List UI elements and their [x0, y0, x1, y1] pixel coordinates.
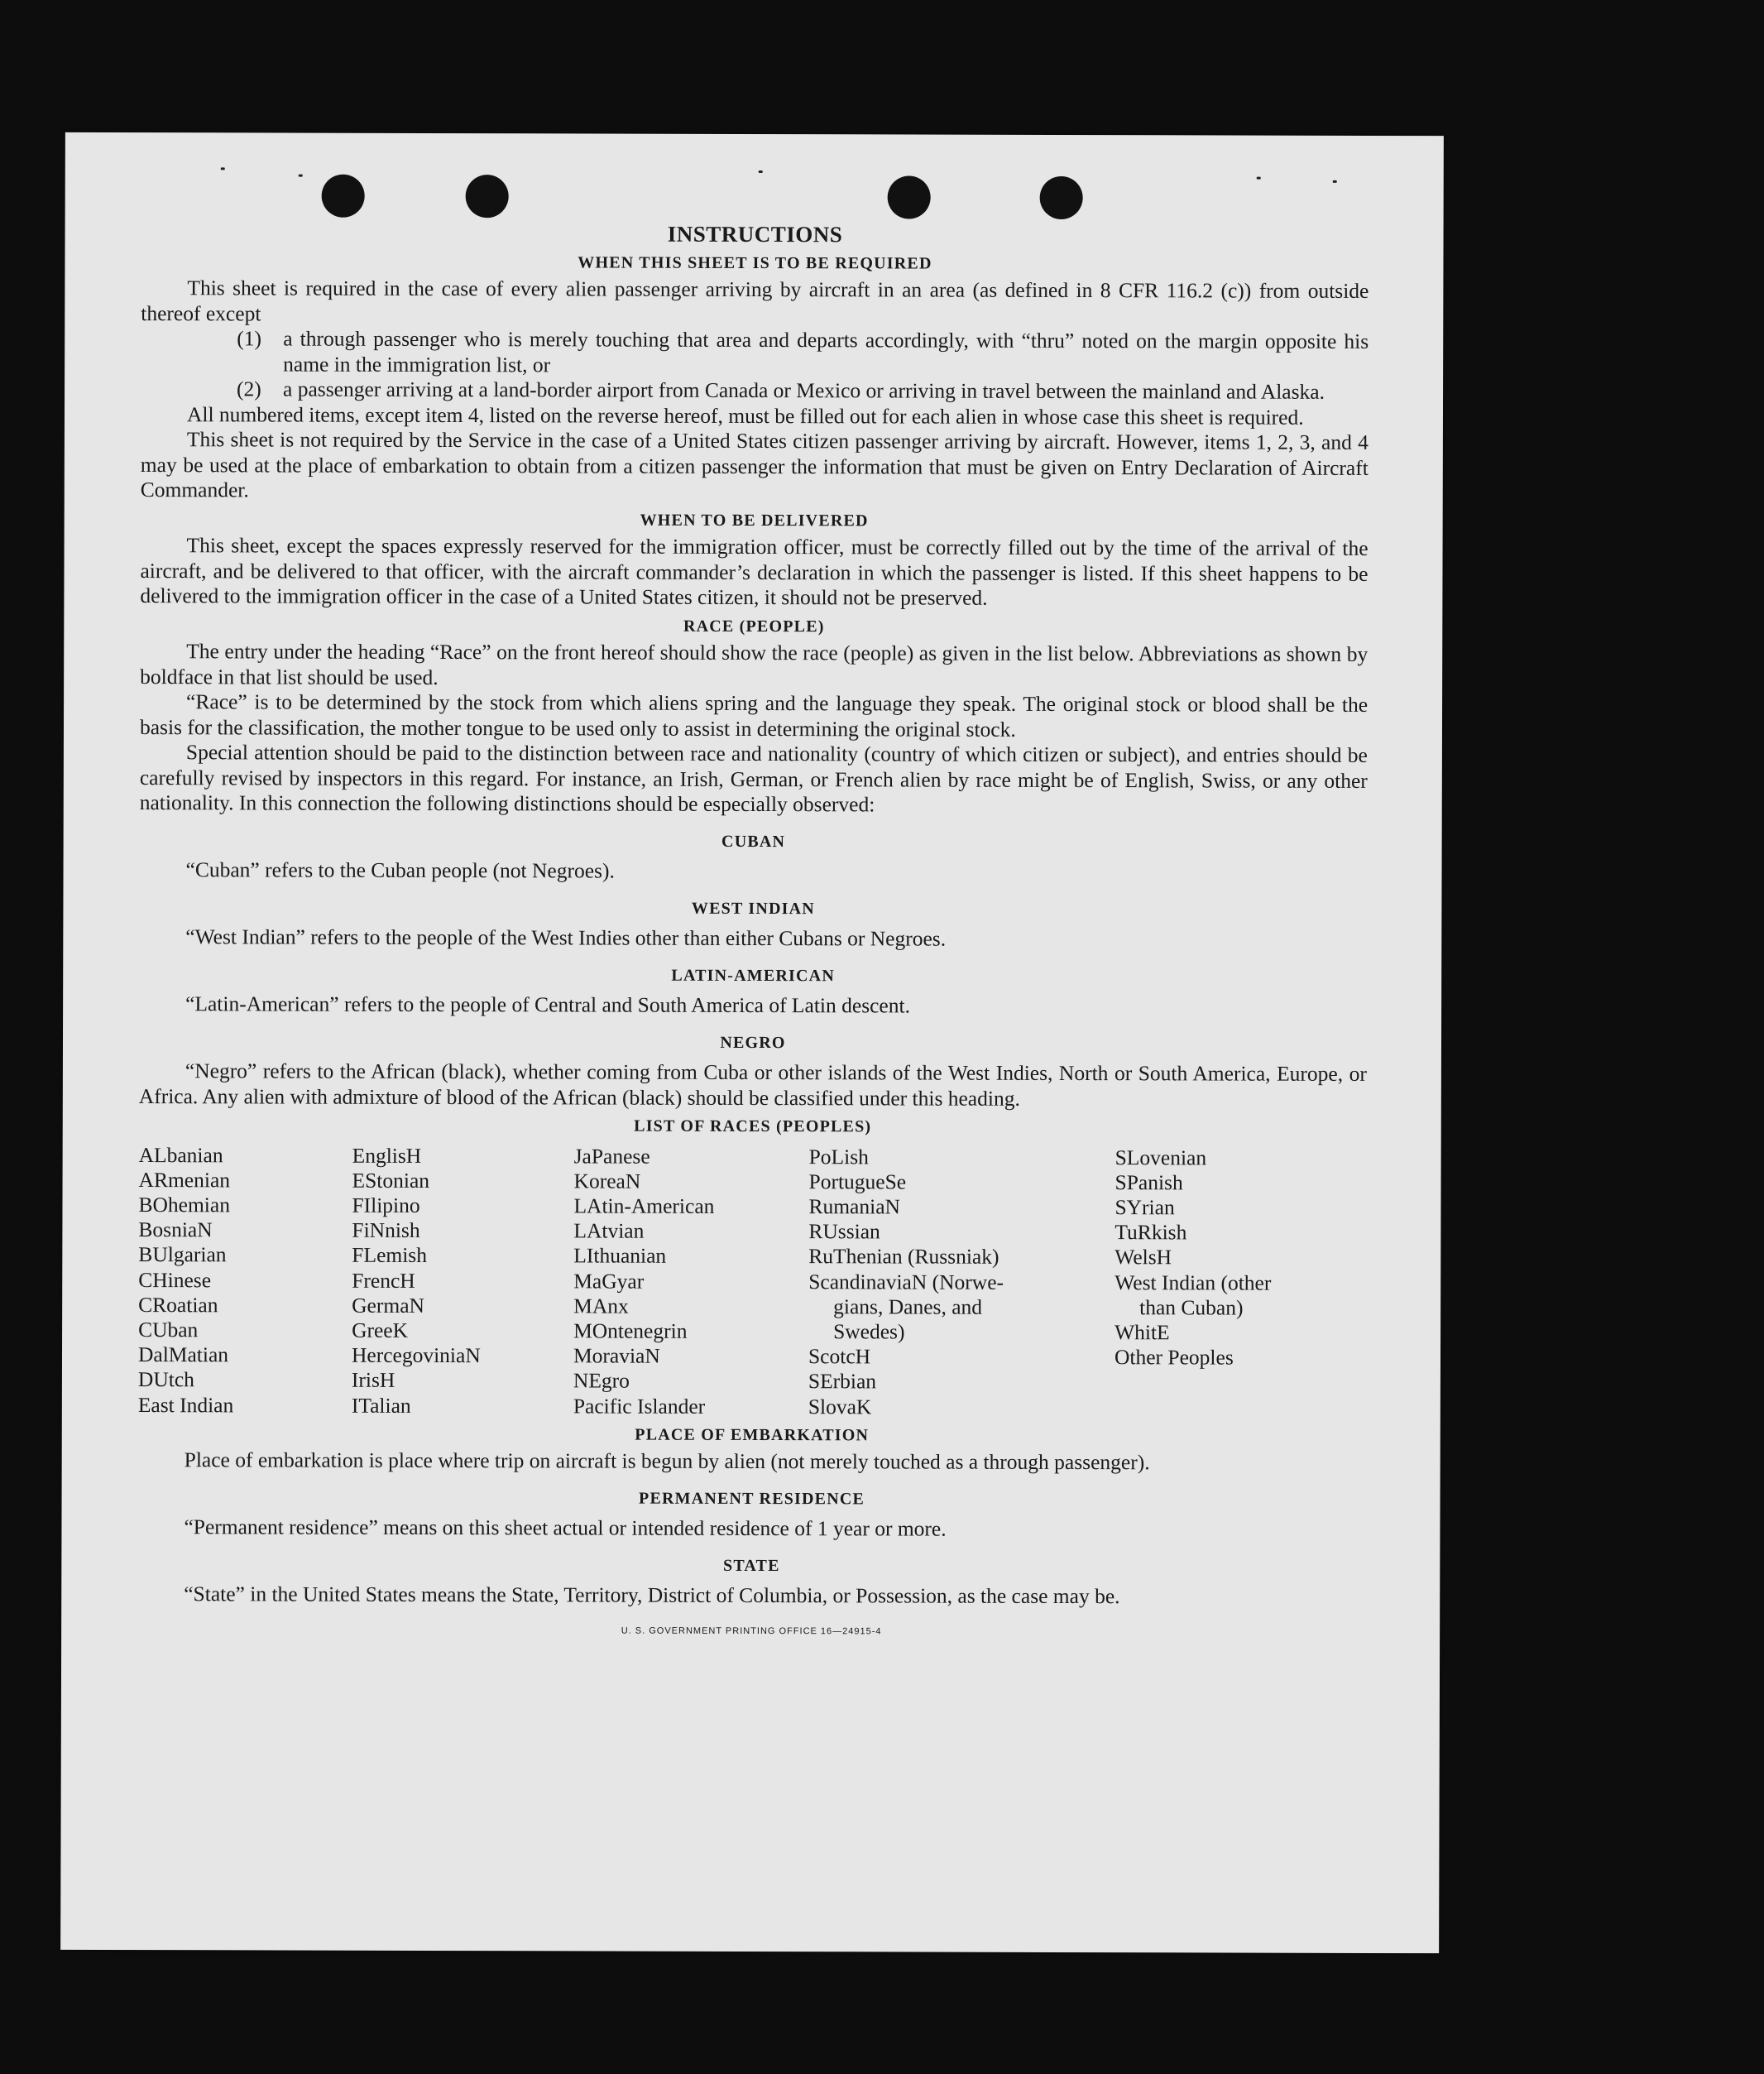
race-entry: JaPanese — [573, 1143, 650, 1169]
races-column — [138, 1143, 352, 1419]
section-heading: LATIN-AMERICAN — [671, 966, 836, 985]
race-entry: EStonian — [352, 1168, 430, 1193]
race-entry: MoraviaN — [573, 1343, 660, 1368]
paragraph: “Negro” refers to the African (black), whether coming from Cuba or other islands of the West Indies, North or South America, Europe, or Africa. Any alien with admixture of blood of the African (black) should be classified under this heading. — [138, 1059, 1367, 1111]
item-number: (1) — [237, 326, 261, 351]
race-entry: than Cuban) — [1139, 1294, 1244, 1320]
race-entry: KoreaN — [573, 1169, 641, 1193]
races-column — [1114, 1145, 1367, 1421]
list-item — [237, 326, 1369, 380]
dust-speck — [1257, 177, 1261, 180]
page-title: INSTRUCTIONS — [667, 221, 843, 247]
race-entry: BosniaN — [138, 1217, 213, 1242]
race-entry: MaGyar — [573, 1268, 645, 1294]
punch-hole — [322, 175, 365, 218]
race-entry: LAtin-American — [573, 1193, 715, 1218]
race-entry: PoLish — [808, 1144, 869, 1169]
race-entry: NEgro — [573, 1368, 630, 1393]
race-entry: SErbian — [808, 1369, 877, 1394]
race-entry: LIthuanian — [573, 1243, 667, 1269]
item-number: (2) — [237, 377, 261, 401]
printer-imprint: U. S. GOVERNMENT PRINTING OFFICE 16—24915-4 — [621, 1625, 882, 1637]
section-heading: CUBAN — [721, 832, 786, 851]
section-heading: WHEN THIS SHEET IS TO BE REQUIRED — [578, 252, 932, 273]
paragraph: All numbered items, except item 4, listed on the reverse hereof, must be filled out for each alien in whose case this sheet is required. — [186, 401, 1304, 430]
section-heading: RACE (PEOPLE) — [683, 617, 825, 636]
paragraph: “Latin-American” refers to the people of Central and South America of Latin descent. — [185, 991, 911, 1018]
race-entry: GreeK — [352, 1318, 409, 1342]
race-entry: ScotcH — [808, 1344, 871, 1369]
race-entry: RumaniaN — [808, 1194, 901, 1219]
race-entry: ITalian — [351, 1393, 411, 1418]
race-entry: FIlipino — [352, 1193, 420, 1217]
races-list — [138, 1143, 1367, 1421]
paragraph: This sheet is required in the case of every alien passenger arriving by aircraft in an area (as defined in 8 CFR 116.2 (c)) from outside thereof except — [141, 276, 1369, 325]
race-entry: WhitE — [1114, 1320, 1170, 1345]
punch-hole — [888, 175, 931, 218]
races-column — [808, 1145, 1115, 1420]
paragraph: Place of embarkation is place where trip on aircraft is begun by alien (not merely touched as a through passenger). — [184, 1447, 1150, 1475]
race-entry: Swedes) — [833, 1319, 905, 1344]
paragraph: The entry under the heading “Race” on the front hereof should show the race (people) as given in the list below. Abbreviations as shown by boldface in that list should be used. — [140, 639, 1369, 689]
race-entry: CUban — [138, 1317, 199, 1342]
paragraph: This sheet, except the spaces expressly reserved for the immigration officer, must be correctly filled out by the time of the arrival of the aircraft, and be delivered to that officer, with the aircraft commander’s declaration in which the passenger is listed. If this sheet happens to be delivered to the immigration officer in the case of a United States citizen, it should not be preserved. — [140, 533, 1369, 610]
punch-hole — [1040, 176, 1083, 219]
race-entry: SPanish — [1114, 1169, 1183, 1195]
race-entry: DalMatian — [137, 1342, 229, 1367]
race-entry: East Indian — [137, 1392, 234, 1417]
paragraph: Special attention should be paid to the distinction between race and nationality (country of which citizen or subject), and entries should be carefully revised by inspectors in this regard. For instance, an Irish, German, or French alien by race might be of English, Swiss, or any other nationality. In this connection the following distinctions should be especially observed: — [139, 740, 1368, 817]
race-entry: EnglisH — [352, 1143, 422, 1168]
race-entry: CRoatian — [138, 1292, 218, 1318]
paragraph: “Race” is to be determined by the stock from which aliens spring and the language they speak. The original stock or blood shall be the basis for the classification, the mother tongue to be used only to assist in determining the original stock. — [139, 689, 1369, 742]
section-heading: PERMANENT RESIDENCE — [639, 1489, 865, 1509]
races-column — [573, 1144, 809, 1419]
race-entry: FLemish — [352, 1243, 428, 1268]
punch-hole — [466, 175, 509, 218]
document-sheet — [60, 132, 1444, 1953]
race-entry: PortugueSe — [808, 1169, 907, 1194]
section-heading: WHEN TO BE DELIVERED — [640, 511, 869, 530]
list-item — [237, 377, 1369, 405]
paragraph: “Permanent residence” means on this sheet actual or intended residence of 1 year or more. — [184, 1515, 947, 1541]
race-entry: DUtch — [137, 1367, 194, 1392]
race-entry: FrencH — [352, 1268, 415, 1293]
race-entry: Other Peoples — [1114, 1345, 1234, 1370]
paragraph: “Cuban” refers to the Cuban people (not Negroes). — [185, 857, 615, 883]
race-entry: RUssian — [808, 1219, 880, 1244]
race-entry: GermaN — [352, 1293, 425, 1318]
race-entry: WelsH — [1114, 1245, 1172, 1270]
section-heading: LIST OF RACES (PEOPLES) — [634, 1116, 872, 1136]
item-text: a through passenger who is merely touching that area and departs accordingly, with “thru” noted on the margin opposite his name in the immigration list, or — [283, 326, 1369, 377]
race-entry: MAnx — [573, 1294, 629, 1318]
race-entry: IrisH — [351, 1368, 395, 1393]
race-entry: ARmenian — [138, 1167, 231, 1193]
race-entry: ScandinaviaN (Norwe- — [808, 1269, 1004, 1294]
paragraph: “West Indian” refers to the people of the West Indies other than either Cubans or Negroes. — [185, 924, 947, 951]
dust-speck — [759, 170, 763, 173]
race-entry: West Indian (other — [1114, 1270, 1272, 1295]
race-entry: MOntenegrin — [573, 1318, 688, 1343]
race-entry: BOhemian — [138, 1192, 231, 1217]
paragraph: “State” in the United States means the State, Territory, District of Columbia, or Possession, as the case may be. — [184, 1582, 1120, 1609]
dust-speck — [299, 175, 303, 177]
dust-speck — [1333, 180, 1337, 183]
paragraph: This sheet is not required by the Service in the case of a United States citizen passenger arriving by aircraft. However, items 1, 2, 3, and 4 may be used at the place of embarkation to obtain from a citizen passenger the information that must be given on Entry Declaration of Aircraft Commander. — [140, 427, 1369, 502]
race-entry: SYrian — [1114, 1195, 1175, 1220]
race-entry: TuRkish — [1114, 1220, 1187, 1245]
race-entry: RuThenian (Russniak) — [808, 1244, 999, 1270]
race-entry: FiNnish — [352, 1217, 420, 1243]
race-entry: CHinese — [138, 1267, 212, 1292]
race-entry: LAtvian — [573, 1218, 645, 1243]
section-heading: WEST INDIAN — [691, 899, 815, 918]
dust-speck — [221, 167, 225, 170]
race-entry: Pacific Islander — [573, 1393, 706, 1419]
item-text: a passenger arriving at a land-border airport from Canada or Mexico or arriving in travel between the mainland and Alaska. — [283, 377, 1325, 404]
race-entry: BUlgarian — [138, 1242, 227, 1267]
section-heading: PLACE OF EMBARKATION — [635, 1425, 870, 1445]
race-entry: HercegoviniaN — [351, 1342, 481, 1368]
section-heading: STATE — [723, 1556, 780, 1575]
race-entry: SlovaK — [808, 1394, 872, 1419]
section-heading: NEGRO — [720, 1033, 786, 1052]
instructions-text — [137, 215, 1369, 1645]
race-entry: ALbanian — [138, 1142, 223, 1167]
race-entry: SLovenian — [1114, 1145, 1207, 1169]
race-entry: gians, Danes, and — [833, 1294, 983, 1319]
races-column — [352, 1143, 574, 1419]
